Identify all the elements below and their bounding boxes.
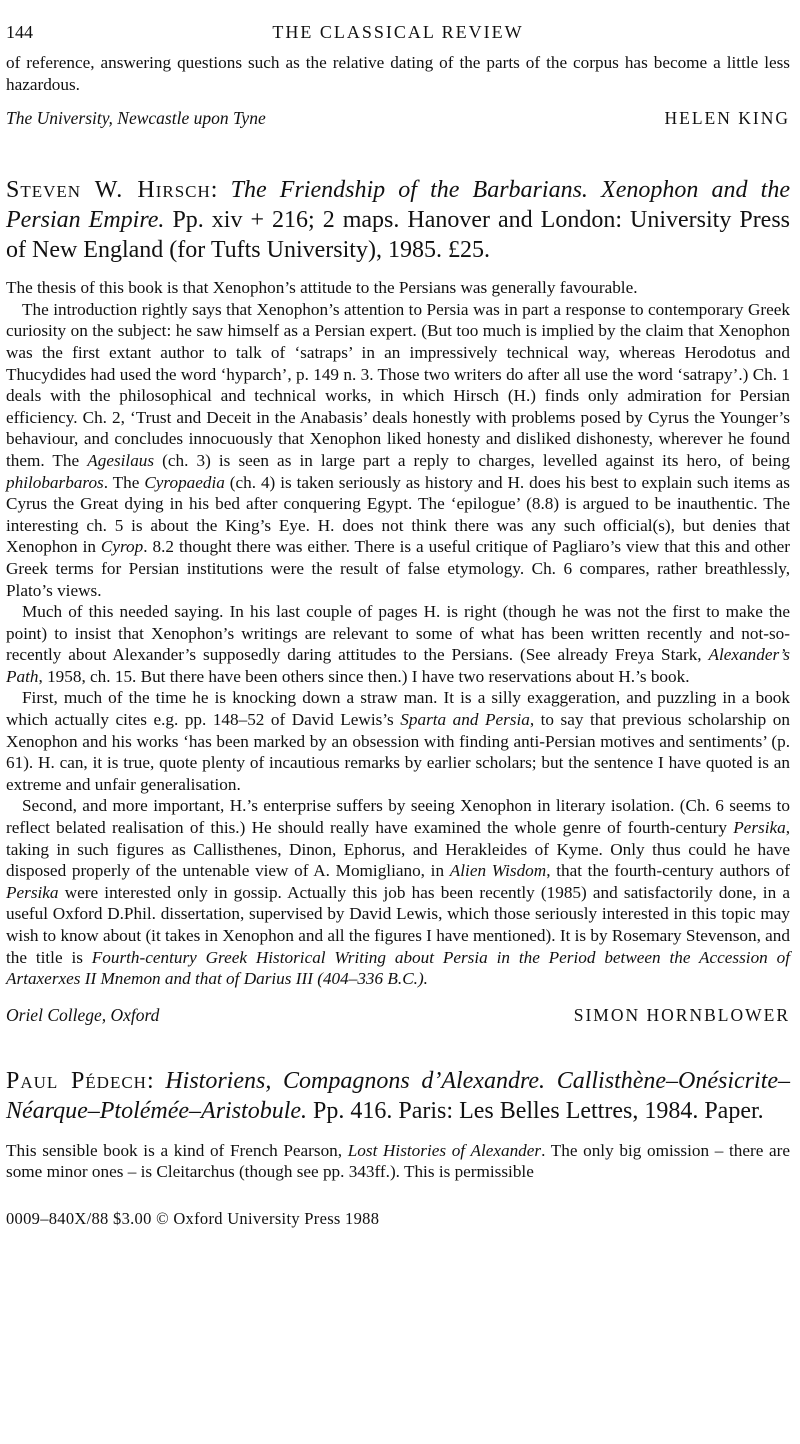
- paragraph: The thesis of this book is that Xenophon’s attitude to the Persians was generally favourable.: [6, 278, 638, 298]
- reviewer-affiliation: The University, Newcastle upon Tyne: [6, 108, 266, 129]
- previous-review-ending: of reference, answering questions such as the relative dating of the parts of the corpus has become a little less hazardous.: [6, 53, 790, 94]
- review-signoff-hirsch: [6, 1004, 790, 1026]
- review-heading-pedech: Paul Pédech: Historiens, Compagnons d’Alexandre. Callisthène–Onésicrite–Néarque–Ptolémée–Aristobule. Pp. 416. Paris: Les Belles Lettres, 1984. Paper.: [6, 1067, 791, 1124]
- paragraph: First, much of the time he is knocking down a straw man. It is a silly exaggeration, and puzzling in a book which actually cites e.g. pp. 148–52 of David Lewis’s Sparta and Persia, to say that previous scholarship on Xenophon and his works ‘has been marked by an obsession with finding anti-Persian motives and sentiments’ (p. 61). H. can, it is true, quote plenty of incautious remarks by earlier scholars; but the sentence I have quoted is an extreme and unfair generalisation.: [6, 688, 790, 794]
- publication-details: Pp. 416. Paris: Les Belles Lettres, 1984. Paper.: [313, 1097, 764, 1124]
- publication-details: Pp. xiv + 216; 2 maps. Hanover and London: University Press of New England (for Tufts University), 1985. £25.: [6, 207, 791, 264]
- running-header: [6, 22, 790, 52]
- book-author: Paul Pédech: [6, 1067, 147, 1094]
- reviewer-name: HELEN KING: [664, 108, 790, 129]
- reviewer-name: SIMON HORNBLOWER: [573, 1004, 790, 1025]
- reviewer-affiliation: Oriel College, Oxford: [6, 1004, 160, 1025]
- paragraph: Second, and more important, H.’s enterprise suffers by seeing Xenophon in literary isolation. (Ch. 6 seems to reflect belated realisation of this.) He should really have examined the whole genre of fourth-century Persika, taking in such figures as Callisthenes, Dinon, Ephorus, and Herakleides of Kyme. Only thus could he have disposed properly of the untenable view of A. Momigliano, in Alien Wisdom, that the fourth-century authors of Persika were interested only in gossip. Actually this job has been recently (1985) and satisfactorily done, in a useful Oxford D.Phil. dissertation, supervised by David Lewis, which those seriously interested in this topic may wish to know about (it takes in Xenophon and all the figures I have mentioned). It is by Rosemary Stevenson, and the title is Fourth-century Greek Historical Writing about Persia in the Period between the Accession of Artaxerxes II Mnemon and that of Darius III (404–336 B.C.).: [6, 796, 790, 989]
- paragraph: Much of this needed saying. In his last couple of pages H. is right (though he was not the first to make the point) to insist that Xenophon’s writings are relevant to some of what has been written recently and not-so-recently about Alexander’s supposedly daring attitudes to the Persians. (See already Freya Stark, Alexander’s Path, 1958, ch. 15. But there have been others since then.) I have two reservations about H.’s book.: [6, 602, 790, 686]
- review-heading-hirsch: Steven W. Hirsch: The Friendship of the Barbarians. Xenophon and the Persian Empire. Pp. xiv + 216; 2 maps. Hanover and London: University Press of New England (for Tufts University), 1985. £25.: [6, 177, 791, 264]
- paragraph: This sensible book is a kind of French Pearson, Lost Histories of Alexander. The only big omission – there are some minor ones – is Cleitarchus (though see pp. 343ff.). This is permissible: [6, 1140, 790, 1182]
- paragraph: The introduction rightly says that Xenophon’s attention to Persia was in part a response to contemporary Greek curiosity on the subject: he saw himself as a Persian expert. (But too much is implied by the claim that Xenophon was the first extant author to talk of ‘satraps’ in an impressively technical way, whereas Herodotus and Thucydides had used the word ‘hyparch’, p. 149 n. 3. Those two writers do after all use the word ‘satrapy’.) Ch. 1 deals with the philosophical and technical works, in which Hirsch (H.) finds only admiration for Persian efficiency. Ch. 2, ‘Trust and Deceit in the Anabasis’ deals honestly with problems posed by Cyrus the Younger’s behaviour, and concludes innocuously that Xenophon liked honesty and disliked dishonesty, wherever he found them. The Agesilaus (ch. 3) is seen as in large part a reply to charges, levelled against its hero, of being philobarbaros. The Cyropaedia (ch. 4) is taken seriously as history and H. does his best to explain such items as Cyrus the Great dying in his bed after conquering Egypt. The ‘epilogue’ (8.8) is argued to be inauthentic. The interesting ch. 5 is about the King’s Eye. H. does not think there was any such official(s), but denies that Xenophon in Cyrop. 8.2 thought there was either. There is a useful critique of Pagliaro’s view that this and other Greek terms for Persian institutions were the result of false etymology. Ch. 6 compares, rather breathlessly, Plato’s views.: [6, 299, 790, 600]
- copyright-footer: 0009–840X/88 $3.00 © Oxford University Press 1988: [6, 1208, 380, 1228]
- book-title: Historiens, Compagnons d’Alexandre. Callisthène–Onésicrite–Néarque–Ptolémée–Aristobule.: [6, 1067, 791, 1124]
- page-number: 144: [6, 22, 33, 42]
- review-body-hirsch: [6, 277, 790, 990]
- book-author: Steven W. Hirsch: [6, 177, 211, 204]
- page: [6, 22, 790, 1229]
- running-title: THE CLASSICAL REVIEW: [272, 22, 524, 42]
- book-title: The Friendship of the Barbarians. Xenophon and the Persian Empire.: [6, 177, 791, 234]
- previous-review-signoff: [6, 107, 790, 129]
